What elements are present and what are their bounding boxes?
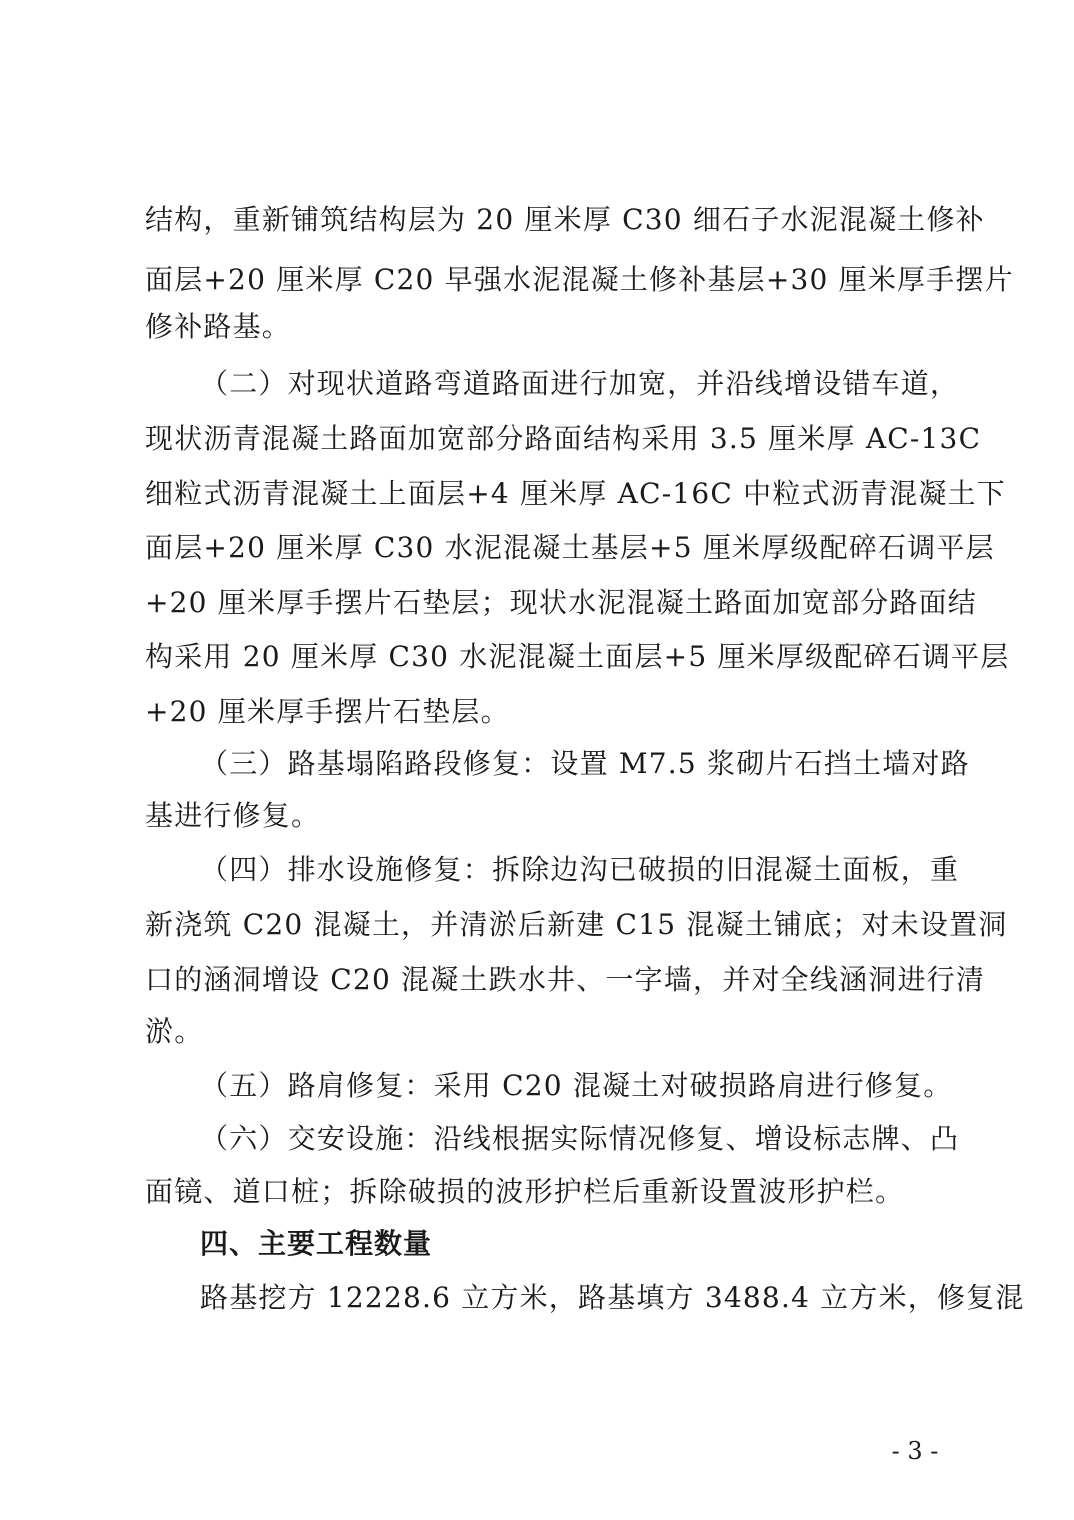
body-line: +20 厘米厚手摆片石垫层；现状水泥混凝土路面加宽部分路面结 [145, 586, 977, 619]
body-line: 新浇筑 C20 混凝土，并清淤后新建 C15 混凝土铺底；对未设置洞 [145, 908, 1008, 941]
body-line: （二）对现状道路弯道路面进行加宽，并沿线增设错车道， [200, 367, 960, 400]
body-line: 口的涵洞增设 C20 混凝土跌水井、一字墙，并对全线涵洞进行清 [145, 963, 986, 996]
body-line: 路基挖方 12228.6 立方米，路基填方 3488.4 立方米，修复混 [200, 1281, 1025, 1314]
body-line: （四）排水设施修复：拆除边沟已破损的旧混凝土面板，重 [200, 853, 960, 886]
body-line: 面层+20 厘米厚 C30 水泥混凝土基层+5 厘米厚级配碎石调平层 [145, 531, 995, 564]
body-line: 结构，重新铺筑结构层为 20 厘米厚 C30 细石子水泥混凝土修补 [145, 203, 985, 236]
body-line: 淤。 [145, 1015, 204, 1048]
body-line: +20 厘米厚手摆片石垫层。 [145, 695, 510, 728]
body-line: 构采用 20 厘米厚 C30 水泥混凝土面层+5 厘米厚级配碎石调平层 [145, 640, 1010, 673]
body-line: 面镜、道口桩；拆除破损的波形护栏后重新设置波形护栏。 [145, 1175, 905, 1208]
body-line: 现状沥青混凝土路面加宽部分路面结构采用 3.5 厘米厚 AC-13C [145, 422, 982, 455]
body-line: 细粒式沥青混凝土上面层+4 厘米厚 AC-16C 中粒式沥青混凝土下 [145, 477, 1006, 510]
body-line: （五）路肩修复：采用 C20 混凝土对破损路肩进行修复。 [200, 1069, 953, 1102]
body-line: （六）交安设施：沿线根据实际情况修复、增设标志牌、凸 [200, 1122, 960, 1155]
body-line: （三）路基塌陷路段修复：设置 M7.5 浆砌片石挡土墙对路 [200, 747, 970, 780]
page-number: - 3 - [891, 1437, 939, 1465]
body-line: 修补路基。 [145, 310, 292, 343]
body-line: 基进行修复。 [145, 799, 321, 832]
body-line: 面层+20 厘米厚 C20 早强水泥混凝土修补基层+30 厘米厚手摆片 [145, 263, 1014, 296]
section-heading: 四、主要工程数量 [200, 1227, 433, 1260]
